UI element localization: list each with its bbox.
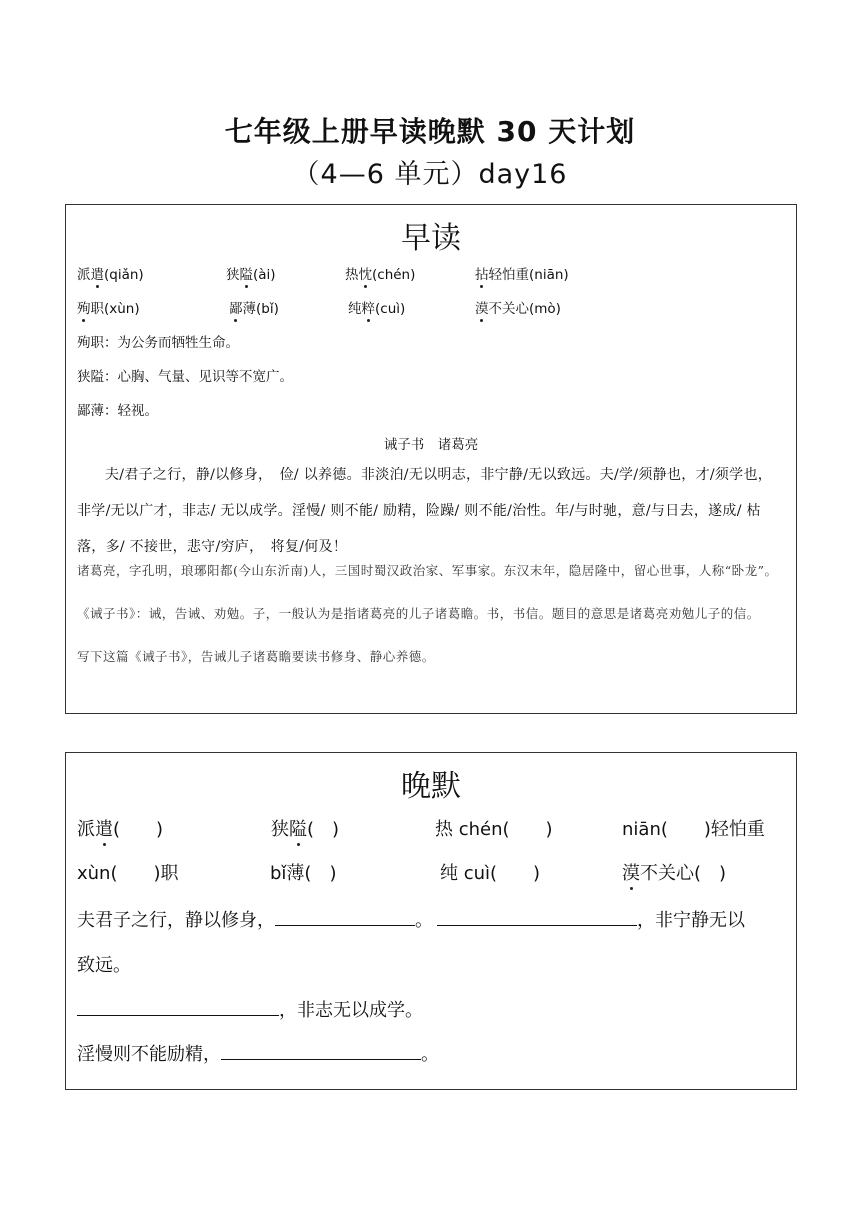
word-item: 殉职(xùn) [77, 297, 140, 317]
poem-text: 夫/君子之行，静/以修身， 俭/ 以养德。非淡泊/无以明志，非宁静/无以致远。夫/学/须静也，才/须学也，非学/无以广才，非志/ 无以成学。淫慢/ 则不能/ 励精，险躁/ 则不能/治性。年/与时驰，意/与日去，遂成/ 枯落，多/ 不接世，悲守/穷庐， 将复/何及！ [77, 467, 773, 555]
dictation-item: 漠不关心( ) [622, 859, 726, 885]
dictation-item: niān( )轻怕重 [622, 819, 765, 840]
note: 写下这篇《诫子书》，告诫儿子诸葛瞻要读书修身、静心养德。 [77, 649, 435, 664]
word-item: 漠不关心(mò) [475, 297, 561, 317]
dictation-item: 热 chén( ) [435, 819, 553, 840]
dictation-item: 纯 cuì( ) [440, 863, 541, 884]
fill-sentence: 致远。 [77, 955, 131, 976]
morning-reading-box [65, 204, 797, 714]
answer-blank[interactable] [275, 907, 415, 926]
poem-title: 诫子书 诸葛亮 [383, 437, 479, 453]
word-item: 拈轻怕重(niān) [475, 263, 569, 283]
note: 诸葛亮，字孔明，琅琊阳都(今山东沂南)人，三国时蜀汉政治家、军事家。东汉末年，隐居隆中，留心世事，人称“卧龙”。 [77, 563, 778, 578]
fill-sentence: ，非志无以成学。 [77, 996, 423, 1022]
fill-sentence: 淫慢则不能励精， 。 [77, 1040, 439, 1066]
answer-blank[interactable] [437, 907, 637, 926]
word-item: 派遣(qiǎn) [77, 263, 144, 283]
definition: 狭隘：心胸、气量、见识等不宽广。 [77, 369, 293, 385]
dictation-item: 狭隘( ) [271, 815, 339, 841]
evening-dictation-box [65, 752, 797, 1090]
dictation-item: bǐ薄( ) [270, 863, 337, 884]
word-item: 热忱(chén) [345, 263, 415, 283]
morning-heading: 早读 [401, 221, 461, 256]
definition: 殉职：为公务而牺牲生命。 [77, 335, 239, 351]
answer-blank[interactable] [221, 1041, 421, 1060]
fill-sentence: 夫君子之行，静以修身， 。 ，非宁静无以 [77, 906, 745, 932]
page-subtitle: （4—6 单元）day16 [292, 159, 568, 190]
page-title: 七年级上册早读晚默 30 天计划 [224, 115, 636, 148]
evening-heading: 晚默 [401, 769, 461, 804]
word-item: 鄙薄(bǐ) [229, 297, 279, 317]
dictation-item: 派遣( ) [77, 815, 163, 841]
word-item: 狭隘(ài) [226, 263, 276, 283]
definition: 鄙薄：轻视。 [77, 403, 158, 419]
answer-blank[interactable] [77, 997, 279, 1016]
note: 《诫子书》：诫，告诫、劝勉。子，一般认为是指诸葛亮的儿子诸葛瞻。书，书信。题目的意思是诸葛亮劝勉儿子的信。 [77, 606, 760, 621]
dictation-item: xùn( )职 [77, 863, 179, 884]
word-item: 纯粹(cuì) [348, 297, 405, 317]
